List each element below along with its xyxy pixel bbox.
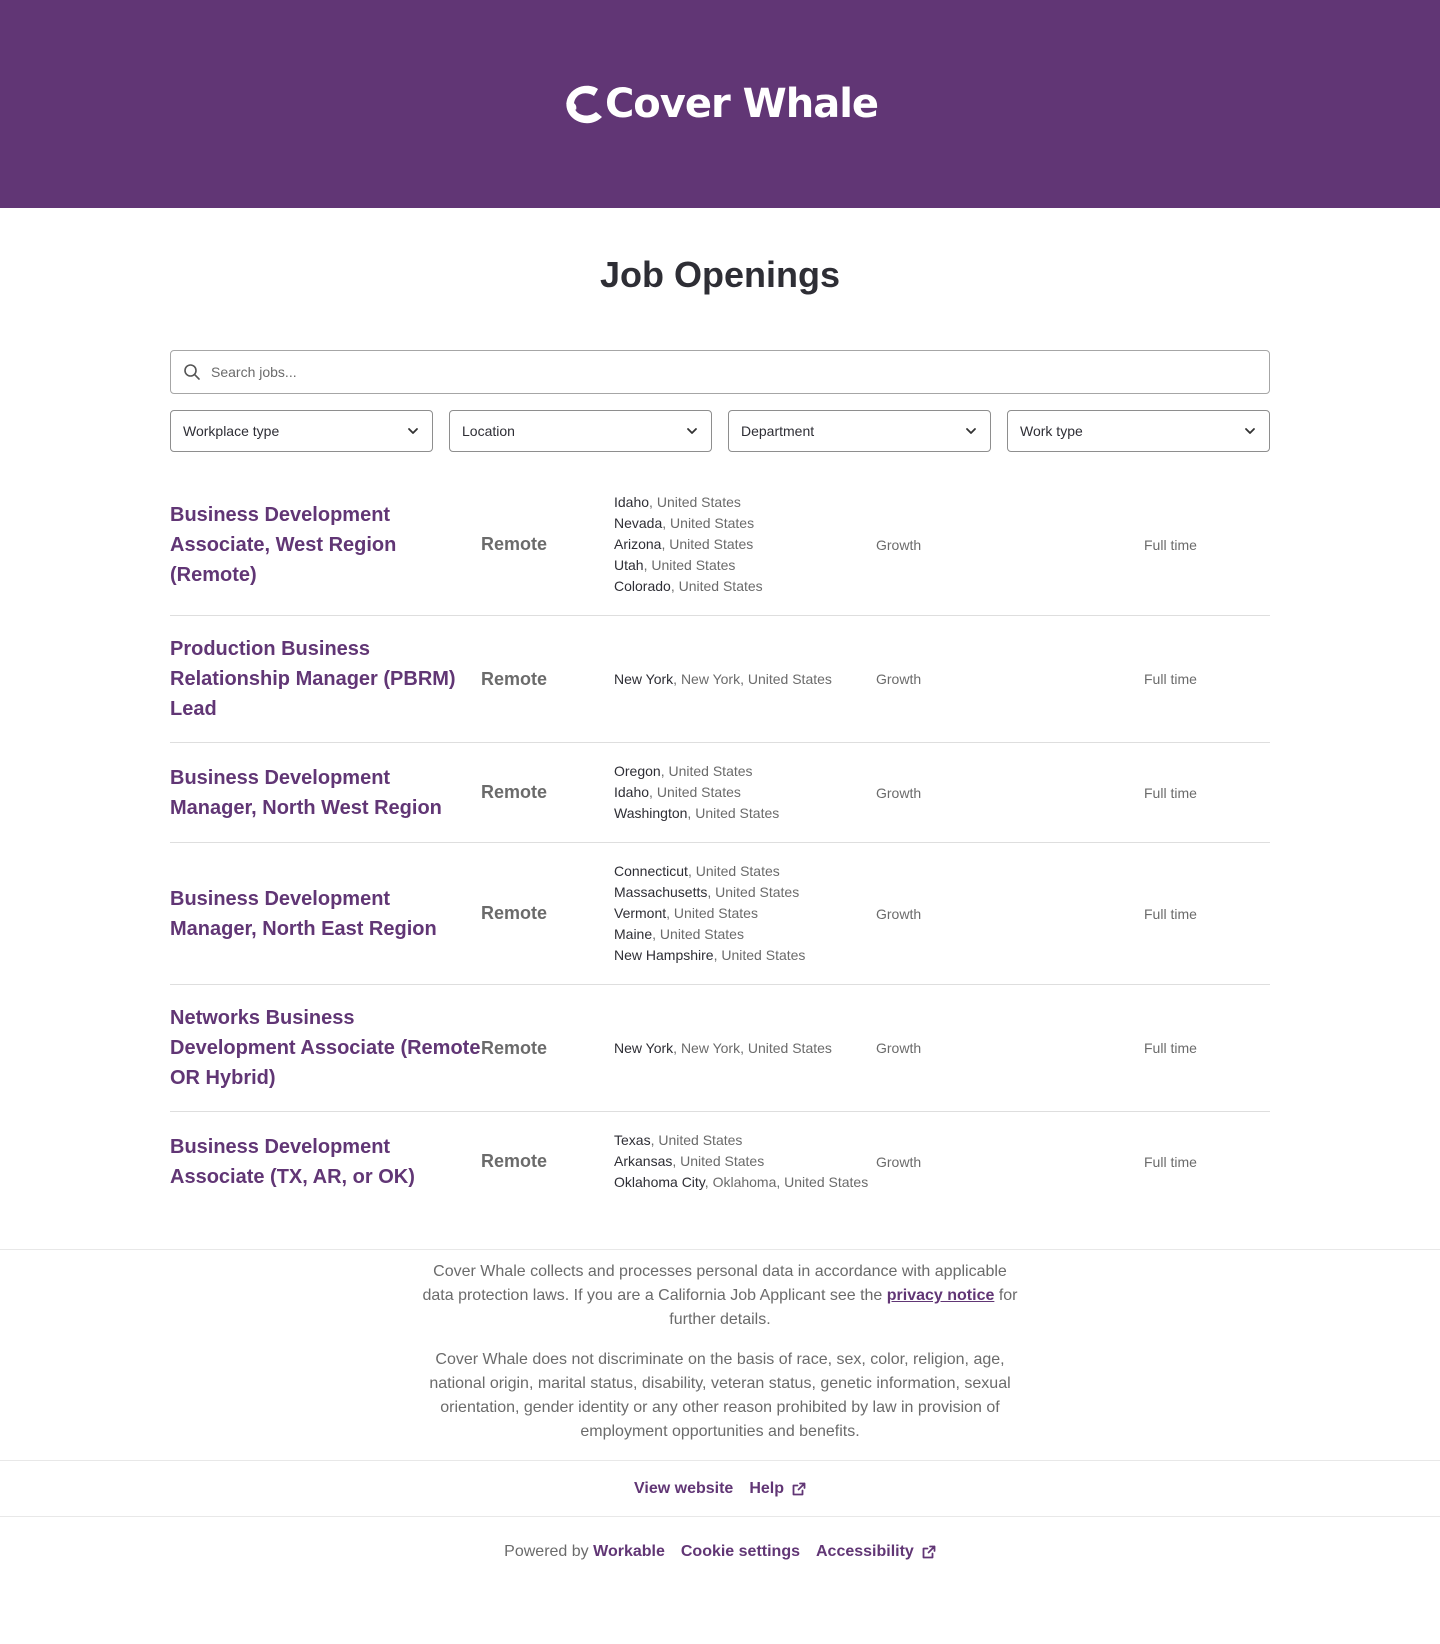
job-location: Maine, United States	[614, 926, 744, 942]
main-content	[170, 208, 1270, 1211]
location-city: Connecticut	[614, 863, 688, 879]
job-title[interactable]: Networks Business Development Associate (Remote OR Hybrid)	[170, 1007, 481, 1089]
location-city: Vermont	[614, 905, 667, 921]
location-city: Idaho	[614, 784, 650, 800]
job-location: New Hampshire, United States	[614, 947, 806, 963]
location-city: New York	[614, 670, 674, 687]
job-location: Arkansas, United States	[614, 1153, 765, 1169]
job-workplace: Remote	[481, 782, 548, 802]
job-row[interactable]	[170, 474, 1270, 616]
job-location: New York, New York, United States	[614, 670, 832, 687]
location-city: Oregon	[614, 763, 661, 779]
job-workplace: Remote	[481, 534, 548, 554]
job-location: Utah, United States	[614, 557, 736, 573]
location-city: Texas	[614, 1132, 651, 1148]
job-list	[170, 474, 1270, 1211]
brand-name: Cover Whale	[604, 81, 879, 127]
location-rest: United States	[695, 863, 780, 879]
filter-workplace-type[interactable]	[170, 410, 433, 452]
chevron-down-icon	[964, 424, 978, 438]
job-location: Idaho, United States	[614, 784, 741, 800]
job-type: Full time	[1144, 1153, 1197, 1170]
job-locations	[614, 669, 876, 690]
job-title[interactable]: Business Development Manager, North East Region	[170, 887, 437, 940]
job-type: Full time	[1144, 536, 1197, 553]
location-city: Idaho	[614, 494, 650, 510]
filter-label: Work type	[1020, 423, 1083, 439]
location-rest: New York, United States	[680, 1039, 832, 1056]
job-department: Growth	[876, 671, 922, 687]
powered-by-label: Powered by	[504, 1543, 589, 1560]
chevron-down-icon	[1243, 424, 1257, 438]
location-city: Arkansas	[614, 1153, 673, 1169]
legal-notice	[0, 1249, 1440, 1460]
filter-label: Department	[741, 423, 815, 439]
help-label: Help	[749, 1479, 784, 1497]
location-rest: United States	[669, 536, 754, 552]
external-link-icon	[922, 1545, 936, 1559]
job-location: Vermont, United States	[614, 905, 758, 921]
accessibility-label: Accessibility	[816, 1543, 914, 1560]
location-city: Washington	[614, 805, 688, 821]
location-rest: New York, United States	[680, 670, 832, 687]
privacy-statement	[420, 1260, 1020, 1332]
chevron-down-icon	[406, 424, 420, 438]
accessibility-link[interactable]	[816, 1543, 936, 1561]
location-city: Utah	[614, 557, 644, 573]
job-location: Idaho, United States	[614, 494, 741, 510]
location-city: New Hampshire	[614, 947, 714, 963]
filter-bar	[170, 410, 1270, 452]
location-rest: United States	[678, 578, 763, 594]
location-rest: United States	[721, 947, 806, 963]
eeo-statement: Cover Whale does not discriminate on the basis of race, sex, color, religion, age, national origin, marital status, disability, veteran status, genetic information, sexual orientation, gender identity or any other reason prohibited by law in provision of employment opportunities and benefits.	[429, 1351, 1011, 1440]
search-box[interactable]	[170, 350, 1270, 394]
location-rest: United States	[656, 494, 741, 510]
page-header	[0, 0, 1440, 208]
location-city: New York	[614, 1039, 674, 1056]
job-workplace: Remote	[481, 1151, 548, 1171]
privacy-text-after: for further details.	[669, 1287, 1018, 1328]
view-website-link[interactable]	[634, 1480, 733, 1498]
location-city: Maine	[614, 926, 653, 942]
job-title[interactable]: Production Business Relationship Manager (PBRM) Lead	[170, 638, 456, 720]
page-title: Job Openings	[599, 254, 840, 295]
job-location: Connecticut, United States	[614, 863, 780, 879]
help-link[interactable]	[749, 1480, 806, 1498]
job-workplace: Remote	[481, 668, 548, 689]
job-location: Texas, United States	[614, 1132, 743, 1148]
job-title[interactable]: Business Development Manager, North West Region	[170, 766, 442, 819]
job-location: Nevada, United States	[614, 515, 755, 531]
location-city: Nevada	[614, 515, 663, 531]
job-title[interactable]: Business Development Associate, West Region (Remote)	[170, 503, 397, 586]
job-row[interactable]	[170, 843, 1270, 985]
location-city: Arizona	[614, 536, 662, 552]
job-workplace: Remote	[481, 1037, 548, 1058]
cookie-settings-link[interactable]	[681, 1543, 800, 1561]
filter-label: Location	[462, 423, 515, 439]
job-department: Growth	[876, 1153, 922, 1170]
filter-label: Workplace type	[183, 423, 280, 439]
job-row[interactable]	[170, 743, 1270, 843]
job-department: Growth	[876, 536, 922, 553]
location-rest: United States	[668, 763, 753, 779]
bottom-bar	[0, 1517, 1440, 1587]
job-location: Washington, United States	[614, 805, 780, 821]
job-department: Growth	[876, 784, 922, 801]
location-rest: United States	[658, 1132, 743, 1148]
job-row[interactable]	[170, 985, 1270, 1112]
external-link-icon	[792, 1482, 806, 1496]
powered-by	[504, 1543, 665, 1561]
search-icon	[183, 363, 201, 381]
cookie-settings-label: Cookie settings	[680, 1543, 800, 1560]
job-row[interactable]	[170, 616, 1270, 743]
location-rest: United States	[670, 515, 755, 531]
view-website-label: View website	[634, 1479, 734, 1497]
location-rest: United States	[673, 905, 758, 921]
job-location: Arizona, United States	[614, 536, 754, 552]
job-workplace: Remote	[481, 903, 548, 923]
location-rest: United States	[695, 805, 780, 821]
job-location: Colorado, United States	[614, 578, 763, 594]
job-location: Massachusetts, United States	[614, 884, 800, 900]
job-locations	[614, 1038, 876, 1059]
job-locations	[614, 492, 876, 597]
filter-department[interactable]	[728, 410, 991, 452]
footer-links	[0, 1460, 1440, 1517]
location-city: Massachusetts	[614, 884, 708, 900]
whale-logo-icon	[562, 81, 608, 127]
location-rest: United States	[680, 1153, 765, 1169]
workable-link[interactable]: Workable	[593, 1543, 665, 1560]
job-location: New York, New York, United States	[614, 1039, 832, 1056]
filter-location[interactable]	[449, 410, 712, 452]
job-type: Full time	[1144, 1040, 1197, 1056]
privacy-text-before: Cover Whale collects and processes personal data in accordance with applicable data protection laws. If you are a California Job Applicant see the	[422, 1263, 1007, 1304]
chevron-down-icon	[685, 424, 699, 438]
job-location: Oregon, United States	[614, 763, 753, 779]
job-location: Oklahoma City, Oklahoma, United States	[614, 1174, 869, 1190]
location-city: Colorado	[614, 578, 671, 594]
job-type: Full time	[1144, 784, 1197, 801]
brand-logo[interactable]	[562, 81, 878, 127]
filter-work-type[interactable]	[1007, 410, 1270, 452]
location-rest: United States	[659, 926, 744, 942]
location-city: Oklahoma City	[614, 1174, 705, 1190]
location-rest: United States	[656, 784, 741, 800]
job-locations	[614, 761, 876, 824]
job-locations	[614, 1130, 876, 1193]
job-type: Full time	[1144, 671, 1197, 687]
job-row[interactable]	[170, 1112, 1270, 1211]
job-department: Growth	[876, 1040, 922, 1056]
job-type: Full time	[1144, 905, 1197, 922]
job-department: Growth	[876, 905, 922, 922]
location-rest: United States	[715, 884, 800, 900]
location-rest: Oklahoma, United States	[712, 1174, 869, 1190]
location-rest: United States	[651, 557, 736, 573]
job-locations	[614, 861, 876, 966]
privacy-notice-link[interactable]: privacy notice	[886, 1287, 995, 1304]
search-input[interactable]	[211, 364, 1269, 380]
job-title[interactable]: Business Development Associate (TX, AR, or OK)	[170, 1135, 415, 1188]
